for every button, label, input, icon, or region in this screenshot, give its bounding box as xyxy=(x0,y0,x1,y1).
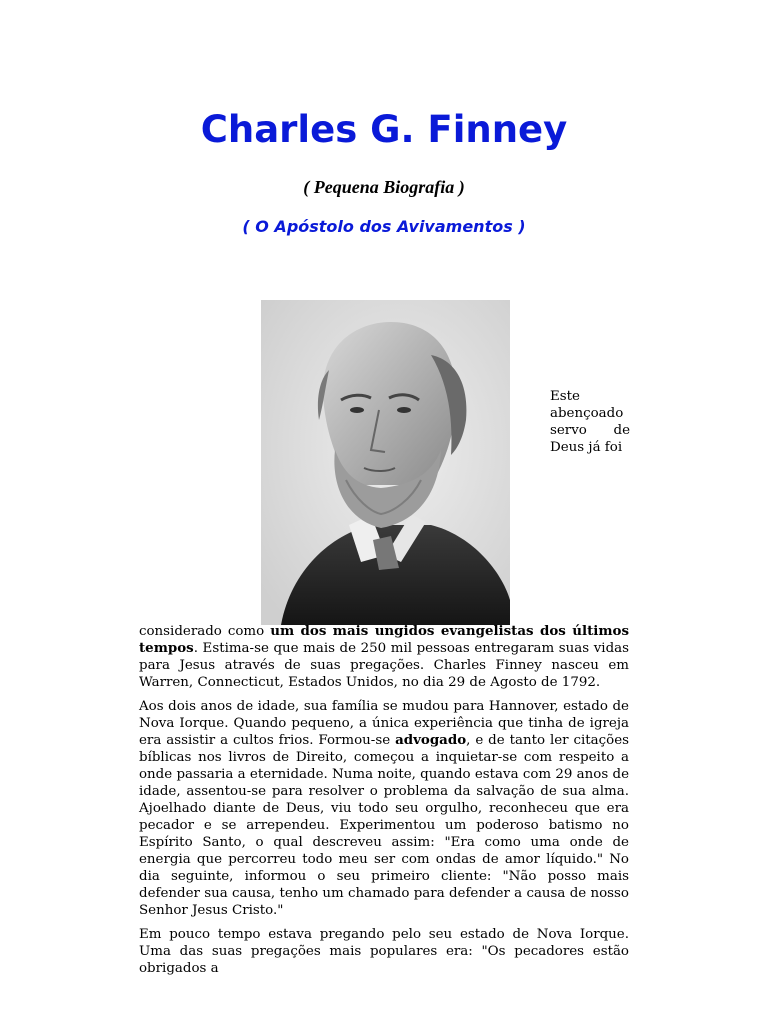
portrait-photo xyxy=(261,300,510,625)
side-paragraph: Este abençoado servo de Deus já foi xyxy=(550,389,630,455)
page-tagline: ( O Apóstolo dos Avivamentos ) xyxy=(242,217,526,236)
paragraph-3: Em pouco tempo estava pregando pelo seu estado de Nova Iorque. Uma das suas pregações mais populares era: "Os pecadores estão obrigados a xyxy=(139,927,629,976)
paragraph-1-emphasis: um dos mais ungidos evangelistas dos últimos tempos xyxy=(139,623,629,656)
paragraph-2-text-end: , e de tanto ler citações bíblicas nos livros de Direito, começou a inquietar-se com respeito a onde passaria a eternidade. Numa noite, quando estava com 29 anos de idade, assentou-se para resolver o problema da salvação de sua alma. Ajoelhado diante de Deus, viu todo seu orgulho, reconheceu que era pecador e se arrependeu. Experimentou um poderoso batismo no Espírito Santo, o qual descreveu assim: "Era como uma onde de energia que percorreu todo meu ser com ondas de amor líquido." No dia seguinte, informou o seu primeiro cliente: "Não posso mais defender sua causa, tenho um chamado para defender a causa de nosso Senhor Jesus Cristo." xyxy=(139,733,629,918)
paragraph-1-text: considerado como xyxy=(139,624,271,639)
page-title: Charles G. Finney xyxy=(200,108,568,151)
page-subtitle: ( Pequena Biografia ) xyxy=(303,177,465,197)
paragraph-2-emphasis: advogado xyxy=(395,732,467,748)
paragraph-1-text-end: . Estima-se que mais de 250 mil pessoas entregaram suas vidas para Jesus através de suas pregações. Charles Finney nasceu em Warren, Connecticut, Estados Unidos, no dia 29 de Agosto de 1792. xyxy=(139,641,629,690)
paragraph-2 xyxy=(139,698,629,919)
biography-text xyxy=(139,623,629,984)
portrait-illustration xyxy=(261,300,510,625)
paragraph-2-text: Aos dois anos de idade, sua família se mudou para Hannover, estado de Nova Iorque. Quando pequeno, a única experiência que tinha de igreja era assistir a cultos frios. Formou-se xyxy=(139,699,629,748)
paragraph-1 xyxy=(139,623,629,691)
